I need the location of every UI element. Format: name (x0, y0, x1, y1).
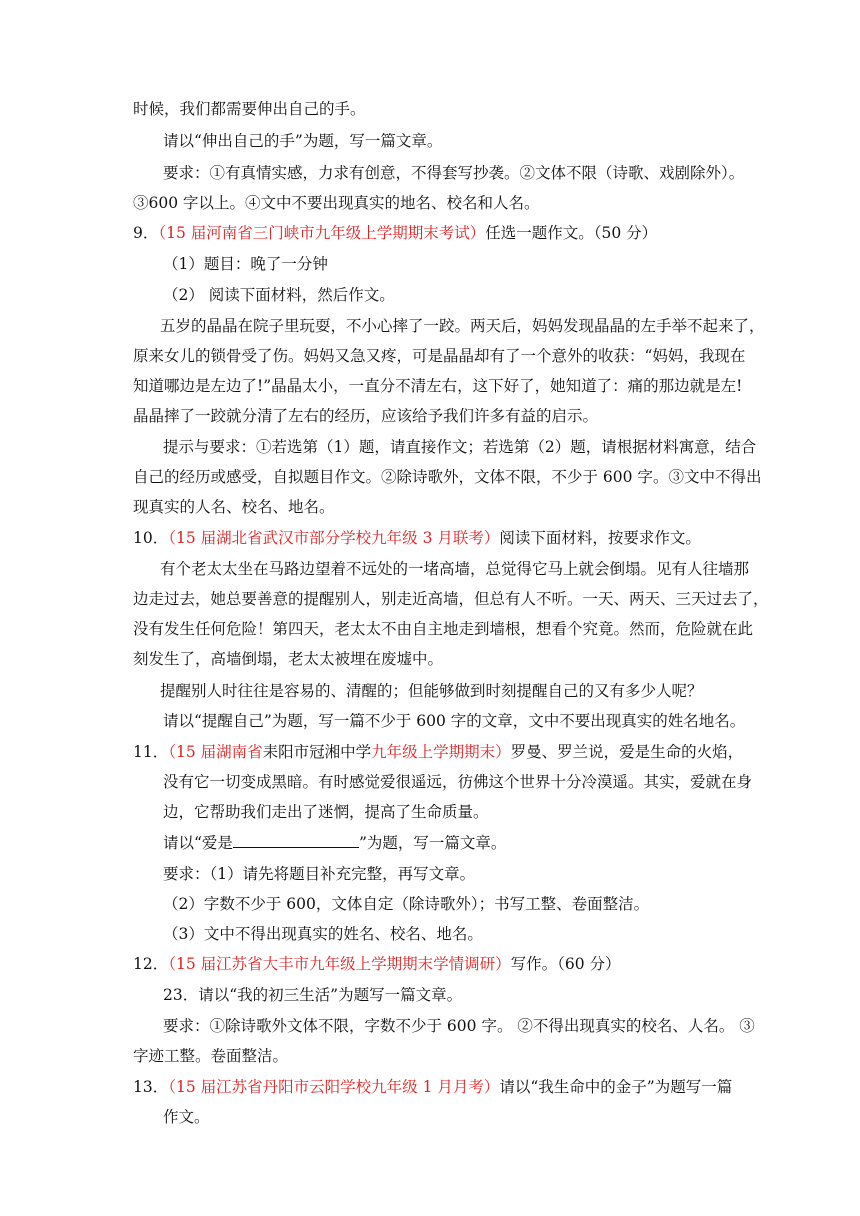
text-line: 要求：①有真情实感，力求有创意，不得套写抄袭。②文体不限（诗歌、戏剧除外）。 (163, 164, 745, 182)
question-number: 9． (133, 224, 159, 242)
text-line: 字迹工整。卷面整洁。 (133, 1047, 289, 1065)
text-line: 晶晶摔了一跤就分清了左右的经历，应该给予我们许多有益的启示。 (133, 407, 599, 425)
text-line: 边，它帮助我们走出了迷惘，提高了生命质量。 (163, 803, 489, 821)
text-line: 23．请以“我的初三生活”为题写一篇文章。 (163, 986, 463, 1004)
text-fragment: 请以“爱是 (163, 834, 233, 852)
question-13 (133, 1076, 732, 1098)
text-line: 时候，我们都需要伸出自己的手。 (133, 100, 366, 118)
question-text: 阅读下面材料，按要求作文。 (499, 529, 701, 547)
question-12 (133, 953, 621, 975)
question-text: 写作。（60 分） (510, 955, 621, 973)
question-text: 请以“我生命中的金子”为题写一篇 (499, 1078, 733, 1096)
text-line: （2）字数不少于 600，文体自定（除诗歌外）；书写工整、卷面整洁。 (163, 895, 650, 913)
text-line: 作文。 (163, 1108, 210, 1126)
text-line: 原来女儿的锁骨受了伤。妈妈又急又疼，可是晶晶却有了一个意外的收获：“妈妈，我现在 (133, 347, 746, 365)
question-number: 10． (133, 529, 169, 547)
text-line: 请以“伸出自己的手”为题，写一篇文章。 (163, 132, 443, 150)
question-number: 13． (133, 1078, 169, 1096)
text-line: 有个老太太坐在马路边望着不远处的一堵高墙，总觉得它马上就会倒塌。见有人往墙那 (160, 560, 750, 578)
question-10 (133, 527, 701, 549)
text-line: 知道哪边是左边了!”晶晶太小，一直分不清左右，这下好了，她知道了：痛的那边就是左! (133, 377, 743, 395)
text-line: （2） 阅读下面材料，然后作文。 (163, 286, 395, 304)
question-source: （15 届河南省三门峡市九年级上学期期末考试） (158, 224, 486, 242)
question-11 (133, 741, 743, 763)
question-source: （15 届湖北省武汉市部分学校九年级 3 月联考） (168, 529, 500, 547)
text-line: 没有它一切变成黑暗。有时感觉爱很遥远，彷佛这个世界十分冷漠遥。其实，爱就在身 (163, 773, 753, 791)
text-line: 五岁的晶晶在院子里玩耍，不小心摔了一跤。两天后，妈妈发现晶晶的左手举不起来了， (160, 317, 765, 335)
question-source: （15 届江苏省丹阳市云阳学校九年级 1 月月考） (168, 1078, 500, 1096)
question-source: （15 届湖南省 (168, 743, 263, 761)
text-line: 边走过去，她总要善意的提醒别人，别走近高墙，但总有人不听。一天、两天、三天过去了， (133, 590, 769, 608)
text-line: （1）题目：晚了一分钟 (163, 255, 328, 273)
question-number: 12． (133, 955, 169, 973)
question-9 (133, 222, 657, 244)
text-line: 提示与要求：①若选第（1）题，请直接作文；若选第（2）题，请根据材料寓意，结合 (163, 438, 757, 456)
text-line: 要求：①除诗歌外文体不限，字数不少于 600 字。 ②不得出现真实的校名、人名。 ③ (163, 1017, 755, 1035)
question-text: 罗曼、罗兰说，爱是生命的火焰， (510, 743, 744, 761)
text-line: （3）文中不得出现真实的姓名、校名、地名。 (163, 925, 483, 943)
question-text: 任选一题作文。（50 分） (485, 224, 658, 242)
prompt-line (163, 832, 506, 854)
text-line: 提醒别人时往往是容易的、清醒的；但能够做到时刻提醒自己的又有多少人呢？ (160, 682, 703, 700)
question-source: 九年级上学期期末） (371, 743, 511, 761)
text-line: ③600 字以上。④文中不要出现真实的地名、校名和人名。 (133, 194, 540, 212)
question-number: 11． (133, 743, 169, 761)
text-line: 请以“提醒自己”为题，写一篇不少于 600 字的文章，文中不要出现真实的姓名地名。 (163, 712, 746, 730)
text-fragment: ”为题，写一篇文章。 (358, 834, 507, 852)
text-line: 刻发生了，高墙倒塌，老太太被埋在废墟中。 (133, 650, 444, 668)
text-line: 自己的经历或感受，自拟题目作文。②除诗歌外，文体不限，不少于 600 字。③文中不得出 (133, 468, 762, 486)
text-line: 要求：（1）请先将题目补充完整，再写文章。 (163, 865, 476, 883)
text-line: 现真实的人名、校名、地名。 (133, 498, 335, 516)
question-source: 耒阳市冠湘中学 (262, 743, 372, 761)
question-source: （15 届江苏省大丰市九年级上学期期末学情调研） (168, 955, 511, 973)
text-line: 没有发生任何危险！第四天，老太太不由自主地走到墙根，想看个究竟。然而，危险就在此 (133, 620, 754, 638)
fill-in-blank (233, 833, 359, 848)
